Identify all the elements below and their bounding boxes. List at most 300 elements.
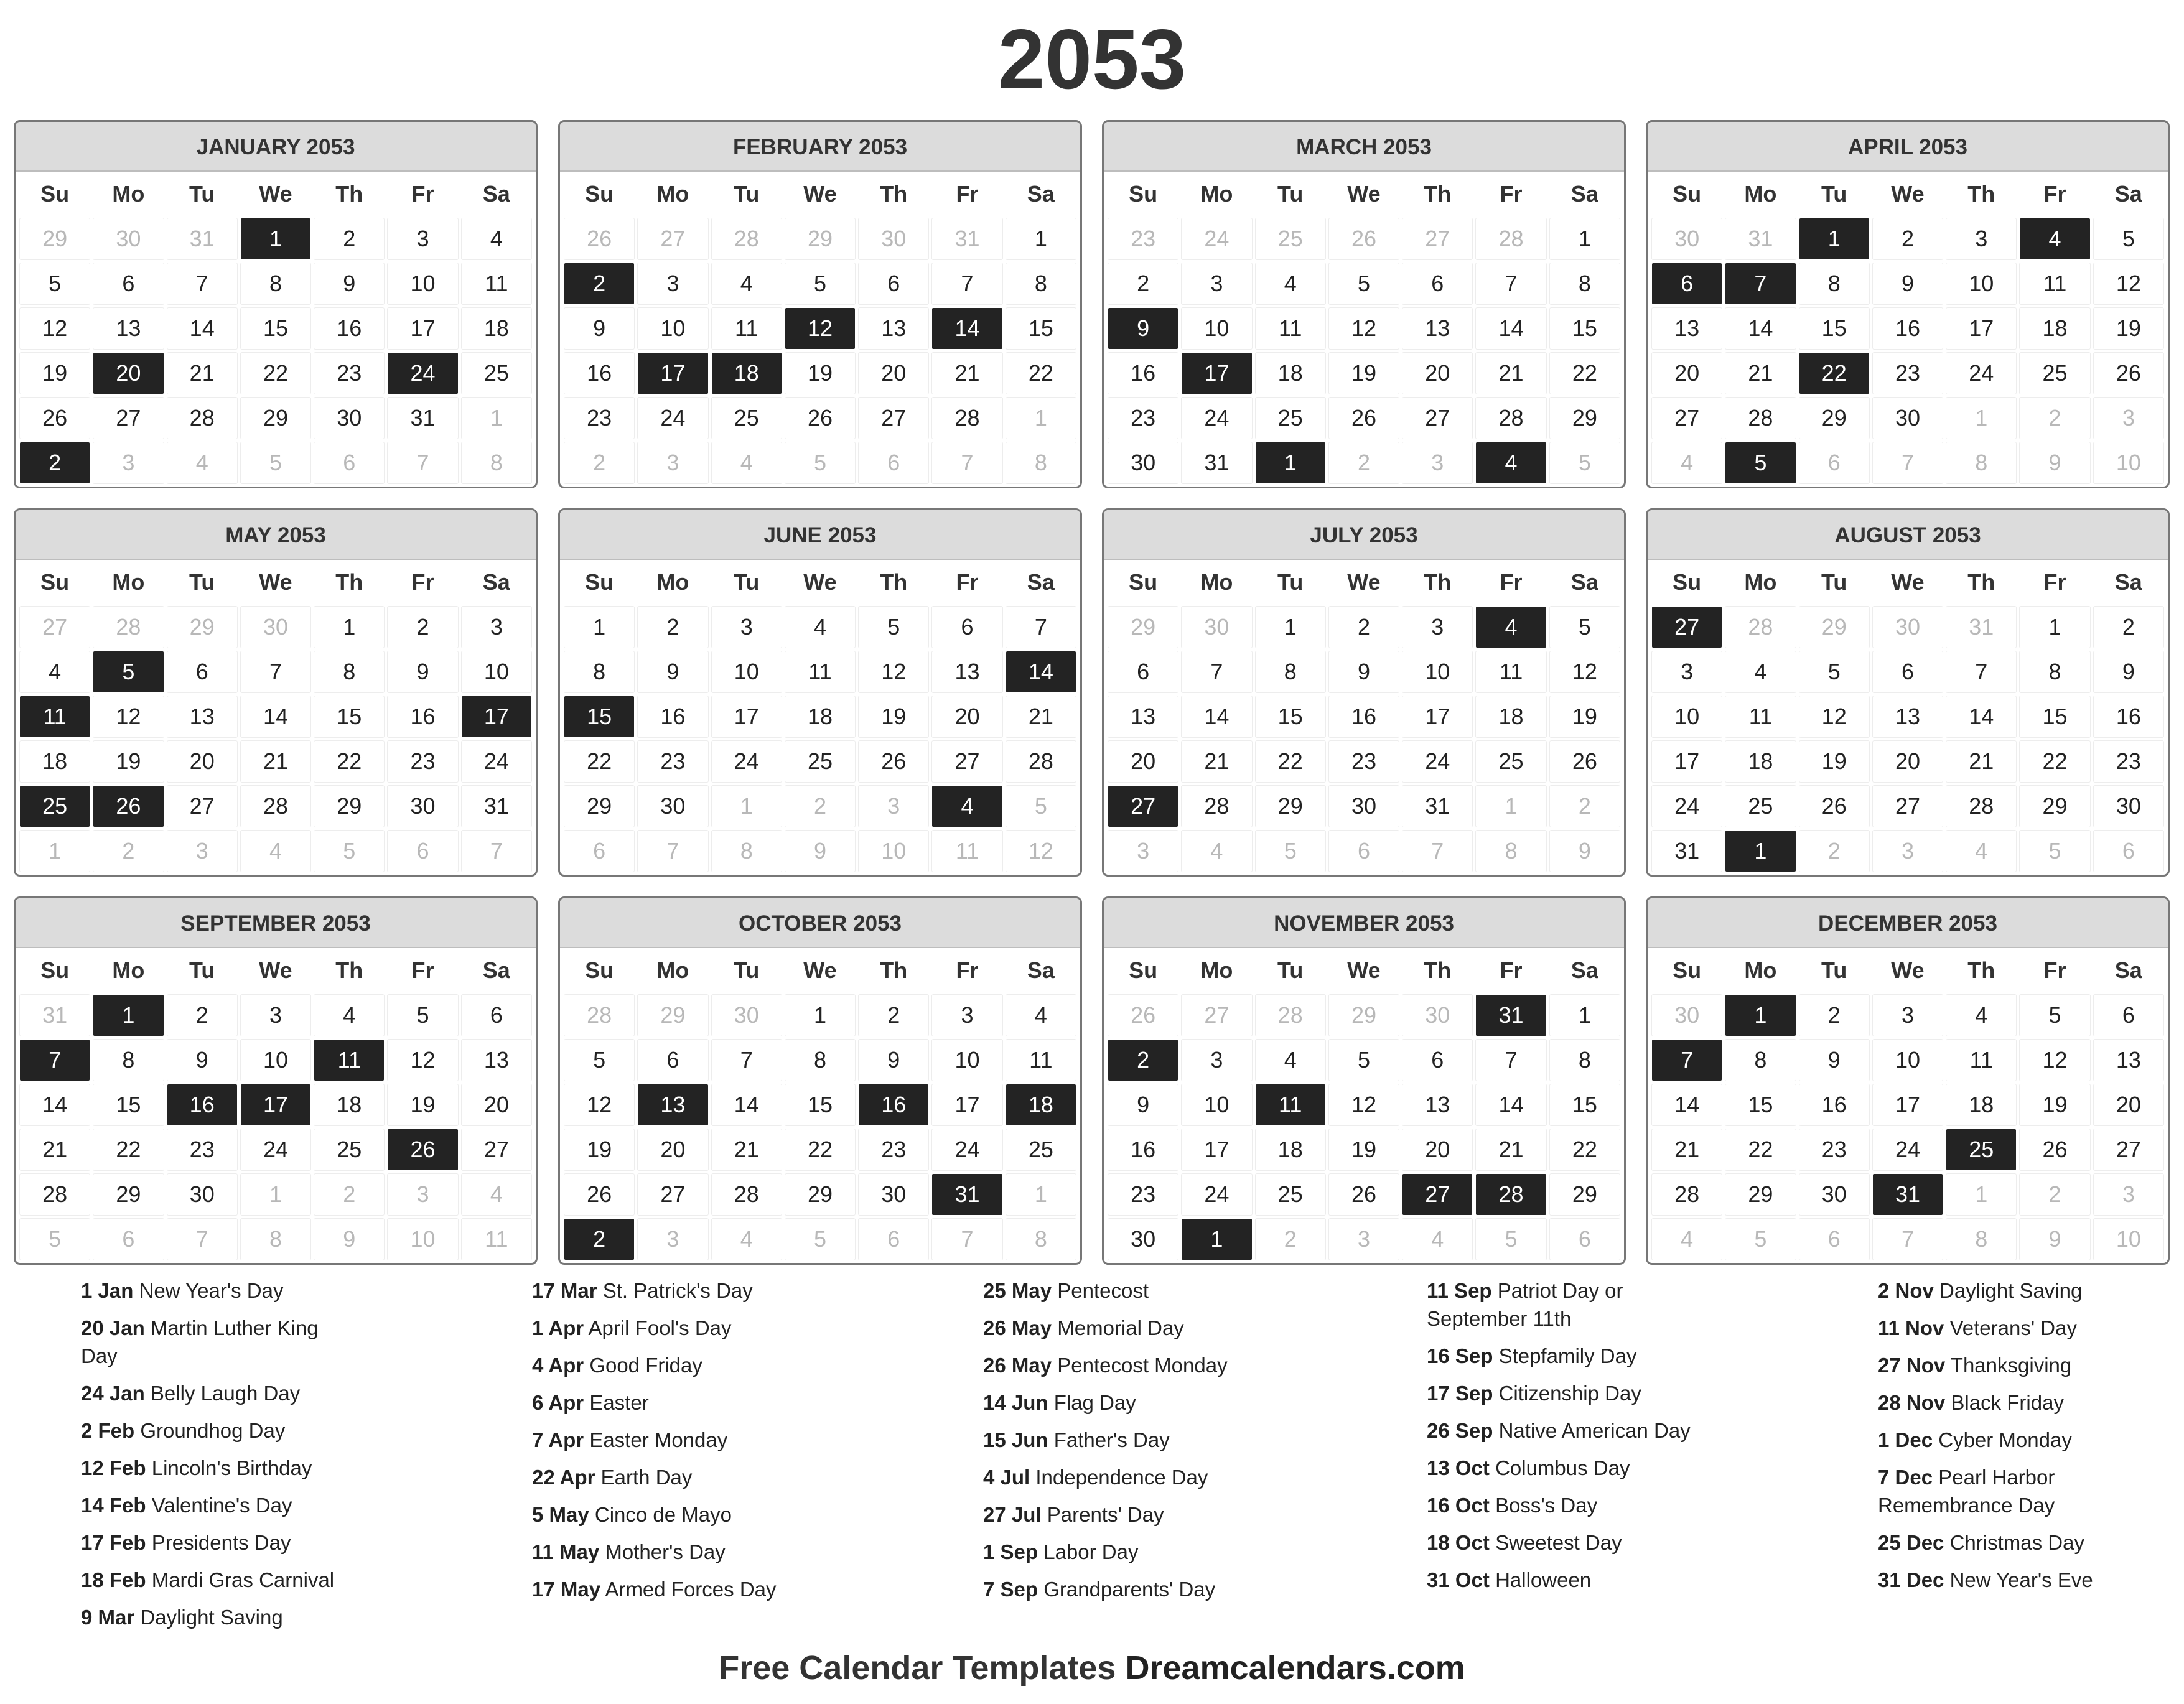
day-cell: 31	[1182, 442, 1251, 483]
holiday-day-cell: 4	[1476, 607, 1546, 648]
holiday-item	[1878, 1529, 2145, 1557]
adjacent-month-day-cell: 7	[1402, 831, 1472, 872]
adjacent-month-day-cell: 7	[932, 1219, 1002, 1260]
adjacent-month-day-cell: 9	[1550, 831, 1620, 872]
adjacent-month-day-cell: 12	[1006, 831, 1076, 872]
day-cell: 24	[241, 1129, 310, 1170]
weekday-label: Tu	[189, 957, 215, 983]
day-cell: 5	[1329, 263, 1399, 304]
adjacent-month-day-cell: 7	[167, 1219, 237, 1260]
day-cell: 23	[167, 1129, 237, 1170]
holiday-name: Easter Monday	[589, 1428, 728, 1451]
day-cell: 1	[1550, 218, 1620, 259]
weekday-label: Th	[1967, 569, 1995, 595]
adjacent-month-day-cell: 31	[20, 995, 90, 1036]
day-cell: 10	[1873, 1040, 1943, 1081]
holiday-date: 4 Apr	[532, 1354, 584, 1377]
day-cell: 3	[1402, 607, 1472, 648]
holiday-item	[983, 1501, 1251, 1529]
holiday-item	[1427, 1417, 1694, 1445]
adjacent-month-day-cell: 6	[1799, 1219, 1869, 1260]
day-cell: 21	[1652, 1129, 1722, 1170]
adjacent-month-day-cell: 4	[712, 1219, 782, 1260]
weekday-label: Th	[880, 957, 908, 983]
weekday-label: Mo	[112, 569, 145, 595]
weekday-header	[1104, 948, 1624, 993]
day-grid	[1648, 216, 2168, 485]
day-cell: 24	[932, 1129, 1002, 1170]
day-cell: 15	[1799, 308, 1869, 349]
weekday-label: We	[1347, 181, 1381, 207]
day-cell: 19	[1799, 741, 1869, 782]
day-cell: 27	[2094, 1129, 2163, 1170]
holiday-day-cell: 31	[1873, 1174, 1943, 1215]
holiday-item	[532, 1575, 800, 1603]
holiday-day-cell: 31	[932, 1174, 1002, 1215]
day-cell: 10	[241, 1040, 310, 1081]
day-cell: 9	[388, 651, 457, 692]
weekday-label: Sa	[482, 569, 510, 595]
adjacent-month-day-cell: 9	[785, 831, 855, 872]
weekday-label: Th	[1967, 957, 1995, 983]
adjacent-month-day-cell: 30	[1402, 995, 1472, 1036]
weekday-header	[560, 172, 1080, 216]
day-cell: 21	[1476, 1129, 1546, 1170]
weekday-header	[16, 948, 536, 993]
day-cell: 24	[712, 741, 782, 782]
holiday-date: 2 Nov	[1878, 1279, 1934, 1302]
day-cell: 4	[1256, 1040, 1325, 1081]
day-cell: 2	[2094, 607, 2163, 648]
holiday-day-cell: 28	[1476, 1174, 1546, 1215]
day-cell: 25	[2020, 353, 2089, 394]
day-cell: 2	[388, 607, 457, 648]
day-cell: 15	[1006, 308, 1076, 349]
day-cell: 30	[167, 1174, 237, 1215]
adjacent-month-day-cell: 30	[1652, 995, 1722, 1036]
holiday-date: 7 Sep	[983, 1578, 1038, 1601]
weekday-header	[16, 172, 536, 216]
day-cell: 8	[314, 651, 384, 692]
holiday-day-cell: 17	[1182, 353, 1251, 394]
adjacent-month-day-cell: 29	[638, 995, 707, 1036]
day-cell: 13	[462, 1040, 531, 1081]
holiday-date: 24 Jan	[81, 1382, 145, 1405]
day-cell: 15	[314, 696, 384, 737]
holiday-item	[983, 1389, 1251, 1417]
month-title: OCTOBER 2053	[560, 898, 1080, 948]
day-cell: 26	[859, 741, 928, 782]
day-cell: 19	[785, 353, 855, 394]
day-cell: 25	[1476, 741, 1546, 782]
weekday-label: Su	[1673, 569, 1702, 595]
day-cell: 6	[638, 1040, 707, 1081]
weekday-label: We	[803, 181, 837, 207]
day-cell: 22	[1550, 1129, 1620, 1170]
holiday-item	[983, 1426, 1251, 1454]
holiday-item	[532, 1277, 800, 1305]
adjacent-month-day-cell: 2	[1550, 786, 1620, 827]
day-cell: 27	[1402, 398, 1472, 439]
holiday-name: Halloween	[1495, 1568, 1592, 1591]
day-cell: 17	[388, 308, 457, 349]
holiday-item	[983, 1314, 1251, 1342]
month-title: FEBRUARY 2053	[560, 122, 1080, 172]
day-cell: 11	[1946, 1040, 2016, 1081]
day-cell: 12	[1799, 696, 1869, 737]
day-cell: 22	[785, 1129, 855, 1170]
month-title: MAY 2053	[16, 510, 536, 560]
holiday-date: 17 Sep	[1427, 1382, 1493, 1405]
day-cell: 19	[1329, 1129, 1399, 1170]
adjacent-month-day-cell: 3	[1108, 831, 1178, 872]
holiday-item	[532, 1389, 800, 1417]
day-cell: 18	[1256, 1129, 1325, 1170]
holiday-name: Lincoln's Birthday	[151, 1456, 312, 1479]
holiday-date: 16 Oct	[1427, 1494, 1490, 1517]
weekday-label: Fr	[2043, 181, 2066, 207]
day-cell: 19	[1550, 696, 1620, 737]
weekday-label: Mo	[1200, 957, 1233, 983]
day-cell: 10	[638, 308, 707, 349]
holiday-date: 26 Sep	[1427, 1419, 1493, 1442]
day-cell: 2	[638, 607, 707, 648]
day-cell: 7	[241, 651, 310, 692]
holiday-name: Pentecost	[1057, 1279, 1149, 1302]
holiday-day-cell: 16	[167, 1084, 237, 1125]
holiday-item	[1427, 1277, 1694, 1333]
adjacent-month-day-cell: 4	[712, 442, 782, 483]
day-cell: 9	[2094, 651, 2163, 692]
day-cell: 13	[1108, 696, 1178, 737]
adjacent-month-day-cell: 29	[167, 607, 237, 648]
adjacent-month-day-cell: 5	[785, 1219, 855, 1260]
holiday-item	[983, 1351, 1251, 1379]
day-cell: 11	[462, 263, 531, 304]
holiday-name: Armed Forces Day	[605, 1578, 777, 1601]
day-cell: 12	[1329, 308, 1399, 349]
day-cell: 26	[564, 1174, 634, 1215]
adjacent-month-day-cell: 1	[1946, 1174, 2016, 1215]
day-cell: 2	[1108, 263, 1178, 304]
holiday-item	[1878, 1314, 2145, 1342]
day-cell: 23	[564, 398, 634, 439]
day-cell: 24	[1873, 1129, 1943, 1170]
day-cell: 28	[241, 786, 310, 827]
day-cell: 19	[2020, 1084, 2089, 1125]
day-cell: 28	[1725, 398, 1795, 439]
adjacent-month-day-cell: 31	[1725, 218, 1795, 259]
day-cell: 6	[167, 651, 237, 692]
adjacent-month-day-cell: 31	[932, 218, 1002, 259]
weekday-label: We	[259, 181, 292, 207]
holiday-date: 22 Apr	[532, 1466, 595, 1489]
day-cell: 6	[1108, 651, 1178, 692]
weekday-label: Mo	[656, 569, 689, 595]
adjacent-month-day-cell: 29	[785, 218, 855, 259]
month-title: AUGUST 2053	[1648, 510, 2168, 560]
holiday-date: 27 Jul	[983, 1503, 1042, 1526]
day-grid	[1648, 993, 2168, 1262]
day-cell: 18	[1725, 741, 1795, 782]
day-cell: 10	[712, 651, 782, 692]
adjacent-month-day-cell: 2	[2020, 1174, 2089, 1215]
adjacent-month-day-cell: 7	[1873, 1219, 1943, 1260]
day-cell: 22	[1006, 353, 1076, 394]
weekday-label: Mo	[1744, 181, 1777, 207]
weekday-label: Th	[335, 957, 363, 983]
adjacent-month-day-cell: 8	[1946, 1219, 2016, 1260]
adjacent-month-day-cell: 24	[1182, 218, 1251, 259]
day-cell: 5	[785, 263, 855, 304]
holiday-name: Presidents Day	[151, 1531, 291, 1554]
day-cell: 7	[712, 1040, 782, 1081]
holiday-item	[1427, 1566, 1694, 1594]
day-cell: 24	[1946, 353, 2016, 394]
day-cell: 1	[1006, 218, 1076, 259]
holiday-day-cell: 17	[462, 696, 531, 737]
day-cell: 14	[1652, 1084, 1722, 1125]
weekday-label: Fr	[956, 181, 979, 207]
day-cell: 28	[167, 398, 237, 439]
day-cell: 16	[314, 308, 384, 349]
day-cell: 19	[93, 741, 163, 782]
day-cell: 25	[462, 353, 531, 394]
day-cell: 17	[712, 696, 782, 737]
holiday-name: Mardi Gras Carnival	[151, 1568, 335, 1591]
holiday-day-cell: 7	[1725, 263, 1795, 304]
day-cell: 10	[1182, 308, 1251, 349]
day-cell: 31	[1652, 831, 1722, 872]
day-cell: 27	[638, 1174, 707, 1215]
weekday-label: Th	[880, 569, 908, 595]
day-cell: 21	[1476, 353, 1546, 394]
day-cell: 5	[1550, 607, 1620, 648]
adjacent-month-day-cell: 6	[859, 1219, 928, 1260]
day-cell: 21	[20, 1129, 90, 1170]
holiday-day-cell: 12	[785, 308, 855, 349]
weekday-label: Fr	[1500, 569, 1523, 595]
day-cell: 1	[564, 607, 634, 648]
day-cell: 8	[1256, 651, 1325, 692]
day-cell: 15	[2020, 696, 2089, 737]
day-cell: 14	[1476, 308, 1546, 349]
adjacent-month-day-cell: 29	[1799, 607, 1869, 648]
weekday-label: Fr	[2043, 569, 2066, 595]
day-cell: 8	[1550, 1040, 1620, 1081]
weekday-label: Tu	[189, 181, 215, 207]
holiday-date: 14 Jun	[983, 1391, 1048, 1414]
day-cell: 29	[2020, 786, 2089, 827]
month-title: DECEMBER 2053	[1648, 898, 2168, 948]
holiday-item	[1427, 1529, 1694, 1557]
day-grid	[1104, 993, 1624, 1262]
day-cell: 9	[1329, 651, 1399, 692]
day-cell: 14	[20, 1084, 90, 1125]
month-card	[1102, 120, 1626, 488]
day-cell: 14	[167, 308, 237, 349]
holiday-day-cell: 17	[638, 353, 707, 394]
holiday-item	[983, 1538, 1251, 1566]
day-cell: 2	[859, 995, 928, 1036]
day-cell: 28	[1652, 1174, 1722, 1215]
day-cell: 26	[1799, 786, 1869, 827]
holiday-item	[983, 1463, 1251, 1491]
holiday-date: 5 May	[532, 1503, 589, 1526]
day-cell: 18	[1256, 353, 1325, 394]
day-cell: 6	[93, 263, 163, 304]
adjacent-month-day-cell: 3	[388, 1174, 457, 1215]
weekday-label: Mo	[656, 957, 689, 983]
day-cell: 15	[93, 1084, 163, 1125]
day-cell: 7	[1946, 651, 2016, 692]
holiday-column	[1427, 1277, 1694, 1603]
holiday-name: Memorial Day	[1057, 1316, 1184, 1339]
holiday-name: Veterans' Day	[1949, 1316, 2077, 1339]
weekday-label: Tu	[1821, 181, 1847, 207]
adjacent-month-day-cell: 8	[462, 442, 531, 483]
day-cell: 13	[2094, 1040, 2163, 1081]
day-cell: 25	[1256, 1174, 1325, 1215]
holiday-name: Native American Day	[1498, 1419, 1691, 1442]
weekday-label: Mo	[1744, 957, 1777, 983]
day-cell: 4	[1006, 995, 1076, 1036]
adjacent-month-day-cell: 5	[785, 442, 855, 483]
holiday-date: 18 Oct	[1427, 1531, 1490, 1554]
holiday-date: 14 Feb	[81, 1494, 146, 1517]
holiday-item	[1878, 1351, 2145, 1379]
day-cell: 22	[93, 1129, 163, 1170]
holiday-day-cell: 16	[859, 1084, 928, 1125]
adjacent-month-day-cell: 6	[564, 831, 634, 872]
day-grid	[1104, 216, 1624, 485]
adjacent-month-day-cell: 3	[1873, 831, 1943, 872]
holiday-day-cell: 25	[20, 786, 90, 827]
day-cell: 10	[1402, 651, 1472, 692]
adjacent-month-day-cell: 3	[1329, 1219, 1399, 1260]
adjacent-month-day-cell: 8	[1946, 442, 2016, 483]
adjacent-month-day-cell: 28	[1476, 218, 1546, 259]
adjacent-month-day-cell: 25	[1256, 218, 1325, 259]
day-cell: 20	[859, 353, 928, 394]
day-cell: 3	[932, 995, 1002, 1036]
day-cell: 10	[388, 263, 457, 304]
adjacent-month-day-cell: 3	[93, 442, 163, 483]
day-cell: 1	[2020, 607, 2089, 648]
day-grid	[560, 605, 1080, 873]
holiday-item	[81, 1566, 348, 1594]
holiday-day-cell: 20	[93, 353, 163, 394]
day-cell: 27	[1873, 786, 1943, 827]
holiday-date: 1 Jan	[81, 1279, 134, 1302]
day-cell: 17	[1946, 308, 2016, 349]
day-cell: 25	[314, 1129, 384, 1170]
day-cell: 3	[462, 607, 531, 648]
day-cell: 19	[2094, 308, 2163, 349]
holiday-day-cell: 25	[1946, 1129, 2016, 1170]
adjacent-month-day-cell: 5	[20, 1219, 90, 1260]
adjacent-month-day-cell: 3	[859, 786, 928, 827]
day-cell: 8	[1725, 1040, 1795, 1081]
adjacent-month-day-cell: 4	[1402, 1219, 1472, 1260]
day-cell: 14	[712, 1084, 782, 1125]
holiday-name: Patriot Day or September 11th	[1427, 1279, 1623, 1330]
holiday-item	[1427, 1342, 1694, 1370]
holiday-item	[1427, 1491, 1694, 1519]
day-cell: 4	[1256, 263, 1325, 304]
day-cell: 8	[1550, 263, 1620, 304]
month-card	[1646, 120, 2170, 488]
day-cell: 13	[859, 308, 928, 349]
day-grid	[1104, 605, 1624, 873]
day-cell: 13	[93, 308, 163, 349]
holiday-day-cell: 26	[93, 786, 163, 827]
day-cell: 18	[20, 741, 90, 782]
adjacent-month-day-cell: 31	[167, 218, 237, 259]
day-cell: 18	[1946, 1084, 2016, 1125]
day-cell: 2	[1873, 218, 1943, 259]
holiday-name: Pearl Harbor Remembrance Day	[1878, 1466, 2055, 1517]
day-cell: 1	[785, 995, 855, 1036]
day-cell: 28	[1182, 786, 1251, 827]
holiday-day-cell: 27	[1652, 607, 1722, 648]
month-title: SEPTEMBER 2053	[16, 898, 536, 948]
day-cell: 11	[785, 651, 855, 692]
holiday-name: Boss's Day	[1495, 1494, 1598, 1517]
day-cell: 7	[1476, 1040, 1546, 1081]
day-cell: 11	[1476, 651, 1546, 692]
page-title: 2053	[997, 12, 1187, 106]
adjacent-month-day-cell: 6	[859, 442, 928, 483]
month-title: MARCH 2053	[1104, 122, 1624, 172]
adjacent-month-day-cell: 3	[2094, 398, 2163, 439]
month-card	[1646, 896, 2170, 1265]
adjacent-month-day-cell: 11	[462, 1219, 531, 1260]
holiday-name: Father's Day	[1053, 1428, 1170, 1451]
adjacent-month-day-cell: 5	[241, 442, 310, 483]
holiday-date: 18 Feb	[81, 1568, 146, 1591]
holiday-item	[81, 1277, 348, 1305]
adjacent-month-day-cell: 8	[1006, 442, 1076, 483]
holiday-day-cell: 14	[1006, 651, 1076, 692]
day-cell: 11	[2020, 263, 2089, 304]
day-cell: 12	[859, 651, 928, 692]
day-cell: 4	[314, 995, 384, 1036]
day-cell: 4	[462, 218, 531, 259]
day-cell: 16	[1873, 308, 1943, 349]
adjacent-month-day-cell: 5	[314, 831, 384, 872]
day-cell: 1	[314, 607, 384, 648]
day-cell: 18	[314, 1084, 384, 1125]
adjacent-month-day-cell: 30	[1652, 218, 1722, 259]
weekday-header	[1104, 172, 1624, 216]
adjacent-month-day-cell: 4	[1946, 831, 2016, 872]
day-cell: 5	[2094, 218, 2163, 259]
weekday-label: Sa	[1027, 569, 1055, 595]
holiday-name: Good Friday	[589, 1354, 702, 1377]
holiday-date: 7 Apr	[532, 1428, 584, 1451]
weekday-label: We	[1347, 569, 1381, 595]
adjacent-month-day-cell: 5	[1006, 786, 1076, 827]
day-cell: 30	[388, 786, 457, 827]
day-cell: 27	[93, 398, 163, 439]
weekday-label: Su	[585, 181, 614, 207]
day-cell: 26	[785, 398, 855, 439]
day-cell: 24	[638, 398, 707, 439]
day-cell: 20	[2094, 1084, 2163, 1125]
day-cell: 14	[1725, 308, 1795, 349]
day-cell: 17	[932, 1084, 1002, 1125]
